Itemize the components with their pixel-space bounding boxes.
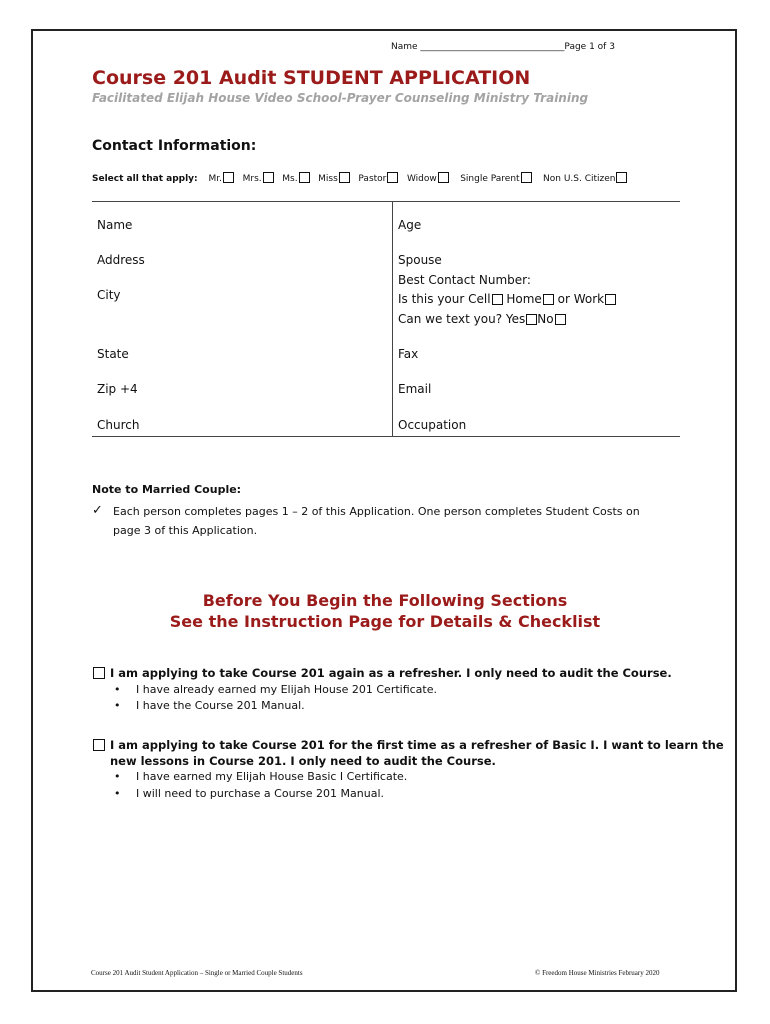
best-contact-field[interactable]: Best Contact Number: (398, 273, 531, 287)
title-selection-row (92, 172, 627, 184)
before-heading-line2: See the Instruction Page for Details & Checklist (169, 612, 601, 631)
option-non-us-citizen[interactable] (543, 174, 627, 184)
checkbox-widow[interactable] (438, 172, 449, 183)
option-ms-label: Ms. (282, 174, 298, 184)
list-item-text: I have the Course 201 Manual. (136, 699, 305, 712)
checkbox-first-time[interactable] (93, 739, 105, 751)
list-item: • I have the Course 201 Manual. (114, 699, 305, 712)
check-icon: ✓ (92, 503, 103, 518)
email-field[interactable]: Email (398, 382, 432, 396)
option-widow-label: Widow (406, 174, 437, 184)
option-refresher-text: I am applying to take Course 201 again as a refresher. I only need to audit the Course. (110, 666, 672, 680)
option-mr[interactable] (209, 174, 235, 184)
option-miss-label: Miss (318, 174, 338, 184)
checkbox-ms[interactable] (299, 172, 310, 183)
can-text-label: Can we text you? (398, 312, 503, 326)
checkbox-cell[interactable] (492, 294, 503, 305)
state-field[interactable]: State (97, 347, 129, 361)
no-label: No (537, 312, 554, 326)
fax-field[interactable]: Fax (398, 347, 419, 361)
checkbox-text-no[interactable] (555, 314, 566, 325)
option-miss[interactable] (318, 174, 350, 184)
option-single-parent-label: Single Parent (460, 174, 520, 184)
option-mrs[interactable] (243, 174, 274, 184)
form-bottom-border (92, 436, 680, 437)
checkbox-refresher[interactable] (93, 667, 105, 679)
page-title: Course 201 Audit STUDENT APPLICATION (92, 67, 531, 89)
checkbox-pastor[interactable] (387, 172, 398, 183)
contact-heading: Contact Information: (92, 138, 257, 154)
married-note-line2: page 3 of this Application. (113, 524, 258, 537)
list-item: • I will need to purchase a Course 201 Manual. (114, 787, 385, 800)
cell-label: Is this your Cell (398, 292, 491, 306)
checkbox-work[interactable] (605, 294, 616, 305)
checkbox-non-us-citizen[interactable] (616, 172, 627, 183)
married-note-line1: Each person completes pages 1 – 2 of this Application. One person completes Student Costs on (113, 505, 640, 518)
list-item-text: I have earned my Elijah House Basic I Certificate. (136, 770, 408, 783)
option-first-time-text-line2: new lessons in Course 201. I only need to audit the Course. (110, 754, 496, 768)
option-single-parent[interactable] (460, 174, 531, 184)
checkbox-home[interactable] (543, 294, 554, 305)
option-pastor[interactable] (358, 174, 398, 184)
option-ms[interactable] (282, 174, 309, 184)
zip-field[interactable]: Zip +4 (97, 382, 138, 396)
option-pastor-label: Pastor (358, 174, 387, 184)
checkbox-miss[interactable] (339, 172, 350, 183)
select-label: Select all that apply: (92, 174, 198, 184)
page-subtitle: Facilitated Elijah House Video School-Prayer Counseling Ministry Training (92, 91, 589, 105)
footer-right: © Freedom House Ministries February 2020 (535, 969, 660, 977)
phone-type-row (398, 292, 616, 306)
married-note-heading: Note to Married Couple: (92, 483, 242, 496)
occupation-field[interactable]: Occupation (398, 418, 467, 432)
option-first-time[interactable] (92, 738, 724, 752)
form-top-border (92, 201, 680, 202)
spouse-field[interactable]: Spouse (398, 253, 442, 267)
option-non-us-citizen-label: Non U.S. Citizen (543, 174, 616, 184)
city-field[interactable]: City (97, 288, 121, 302)
page-number: Page 1 of 3 (564, 42, 615, 52)
checkbox-mr[interactable] (223, 172, 234, 183)
checkbox-single-parent[interactable] (521, 172, 532, 183)
name-field[interactable]: Name (97, 218, 133, 232)
option-refresher[interactable] (92, 666, 672, 680)
checkbox-text-yes[interactable] (526, 314, 537, 325)
age-field[interactable]: Age (398, 218, 422, 232)
option-mr-label: Mr. (208, 174, 223, 184)
address-field[interactable]: Address (97, 253, 145, 267)
home-label: Home (506, 292, 542, 306)
list-item: • I have already earned my Elijah House 201 Certificate. (114, 683, 438, 696)
header-name-field[interactable] (391, 42, 615, 52)
text-permission-row (398, 312, 566, 326)
list-item: • I have earned my Elijah House Basic I Certificate. (114, 770, 408, 783)
yes-label: Yes (505, 312, 526, 326)
option-mrs-label: Mrs. (242, 174, 262, 184)
list-item-text: I will need to purchase a Course 201 Manual. (136, 787, 385, 800)
form-column-divider (392, 201, 393, 437)
header-name-label: Name ________________________________ (391, 42, 565, 52)
list-item-text: I have already earned my Elijah House 201 Certificate. (136, 683, 438, 696)
option-first-time-text: I am applying to take Course 201 for the first time as a refresher of Basic I. I want to learn the (110, 738, 724, 752)
church-field[interactable]: Church (97, 418, 140, 432)
checkbox-mrs[interactable] (263, 172, 274, 183)
option-widow[interactable] (407, 174, 449, 184)
before-heading-line1: Before You Begin the Following Sections (202, 591, 568, 610)
footer-left: Course 201 Audit Student Application – Single or Married Couple Students (91, 969, 303, 977)
work-label: or Work (557, 292, 605, 306)
